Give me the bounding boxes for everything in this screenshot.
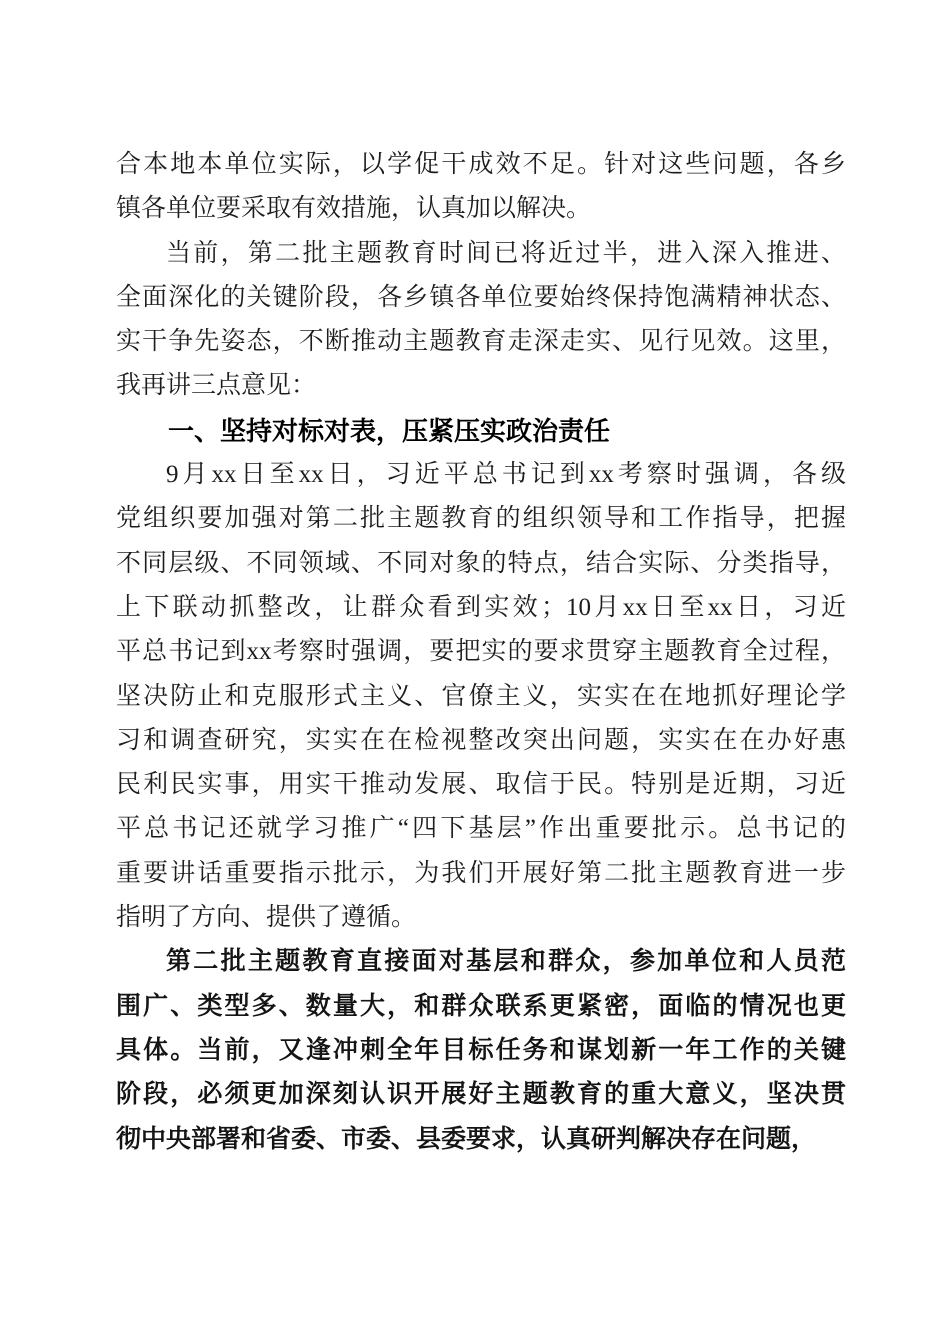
section-1-heading xyxy=(116,409,846,453)
text-line: 党组织要加强对第二批主题教育的组织领导和工作指导，把握 xyxy=(116,505,846,533)
text-line: 具体。当前，又逢冲刺全年目标任务和谋划新一年工作的关键 xyxy=(116,1036,846,1064)
text-line: 不同层级、不同领域、不同对象的特点，结合实际、分类指导， xyxy=(116,549,846,577)
text-line: 平总书记到xx考察时强调，要把实的要求贯穿主题教育全过程， xyxy=(116,638,846,666)
intro-paragraph xyxy=(116,232,846,409)
section-heading-line: 一、坚持对标对表，压紧压实政治责任 xyxy=(168,415,611,446)
text-line: 习和调查研究，实实在在检视整改突出问题，实实在在办好惠 xyxy=(116,726,846,754)
text-line: 民利民实事，用实干推动发展、取信于民。特别是近期，习近 xyxy=(116,771,846,799)
text-line: 实干争先姿态，不断推动主题教育走深走实、见行见效。这里， xyxy=(116,328,846,356)
text-line: 平总书记还就学习推广“四下基层”作出重要批示。总书记的 xyxy=(116,815,846,843)
continuation-paragraph xyxy=(116,143,846,232)
text-line: 彻中央部署和省委、市委、县委要求，认真研判解决存在问题， xyxy=(116,1125,817,1153)
text-line: 围广、类型多、数量大，和群众联系更紧密，面临的情况也更 xyxy=(116,992,846,1020)
text-line: 当前，第二批主题教育时间已将近过半，进入深入推进、 xyxy=(166,239,846,267)
text-line: 上下联动抓整改，让群众看到实效；10月xx日至xx日，习近 xyxy=(116,593,846,621)
text-line: 镇各单位要采取有效措施，认真加以解决。 xyxy=(116,195,592,223)
document-body xyxy=(116,143,846,1162)
text-line: 坚决防止和克服形式主义、官僚主义，实实在在地抓好理论学 xyxy=(116,682,846,710)
emphasis-paragraph xyxy=(116,940,846,1161)
text-line: 阶段，必须更加深刻认识开展好主题教育的重大意义，坚决贯 xyxy=(116,1081,846,1109)
text-line: 重要讲话重要指示批示，为我们开展好第二批主题教育进一步 xyxy=(116,859,846,887)
section-1-paragraph xyxy=(116,453,846,940)
text-line: 我再讲三点意见： xyxy=(116,372,317,400)
text-line: 9月xx日至xx日，习近平总书记到xx考察时强调，各级 xyxy=(166,461,846,489)
text-line: 全面深化的关键阶段，各乡镇各单位要始终保持饱满精神状态、 xyxy=(116,283,846,311)
text-line: 第二批主题教育直接面对基层和群众，参加单位和人员范 xyxy=(166,948,846,976)
text-line: 合本地本单位实际，以学促干成效不足。针对这些问题，各乡 xyxy=(116,151,846,178)
text-line: 指明了方向、提供了遵循。 xyxy=(116,904,417,932)
